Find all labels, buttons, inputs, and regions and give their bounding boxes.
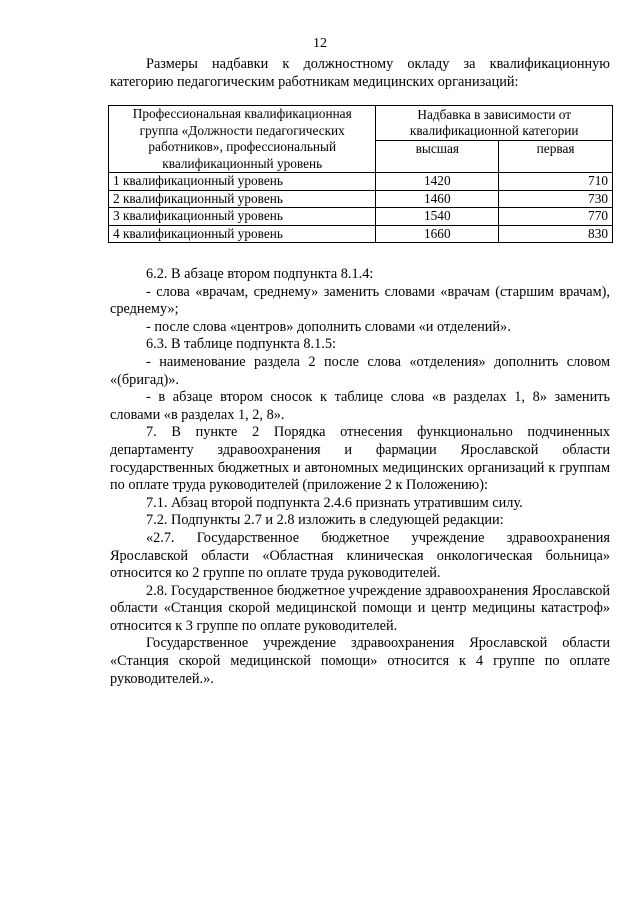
paragraph: 6.3. В таблице подпункта 8.1.5: [146, 336, 336, 353]
paragraph: 7. В пункте 2 Порядка отнесения функционально подчиненных департаменту здравоохранения и фармации Ярославской области государственных бюджетных и автономных медицинских организаций к группам по оплате труда руководителей (приложение 2 к Положению): [110, 424, 610, 494]
row-level: 4 квалификационный уровень [109, 225, 376, 243]
row-highest-value: 1460 [376, 190, 499, 208]
row-highest-value: 1660 [376, 225, 499, 243]
row-first-value: 730 [499, 190, 613, 208]
row-highest-value: 1420 [376, 173, 499, 191]
paragraph: «2.7. Государственное бюджетное учреждение здравоохранения Ярославской области «Областная клиническая онкологическая больница» относится ко 2 группе по оплате труда руководителей. [110, 529, 610, 582]
row-first-value: 710 [499, 173, 613, 191]
row-highest-value: 1540 [376, 208, 499, 226]
row-level: 3 квалификационный уровень [109, 208, 376, 226]
header-highest-category: высшая [376, 141, 499, 173]
table-row [109, 225, 613, 243]
paragraph: 7.2. Подпункты 2.7 и 2.8 изложить в следующей редакции: [146, 512, 504, 529]
row-level: 1 квалификационный уровень [109, 173, 376, 191]
header-first-category: первая [499, 141, 613, 173]
paragraph: - слова «врачам, среднему» заменить словами «врачам (старшим врачам), среднему»; [110, 283, 610, 318]
intro-paragraph: Размеры надбавки к должностному окладу за квалификационную категорию педагогическим работникам медицинских организаций: [110, 56, 610, 90]
table-row [109, 208, 613, 226]
table-row [109, 173, 613, 191]
body-text [110, 266, 610, 688]
table-row [109, 190, 613, 208]
paragraph: - после слова «центров» дополнить словами «и отделений». [146, 318, 511, 335]
paragraph: 6.2. В абзаце втором подпункта 8.1.4: [146, 266, 374, 282]
header-qualification-group: Профессиональная квалификационная группа «Должности педагогических работников», профессиональный квалификационный уровень [109, 106, 376, 173]
row-first-value: 830 [499, 225, 613, 243]
paragraph: Государственное учреждение здравоохранения Ярославской области «Станция скорой медицинской помощи» относится к 4 группе по оплате руководителей.». [110, 635, 610, 687]
paragraph: - наименование раздела 2 после слова «отделения» дополнить словом «(бригад)». [110, 353, 610, 388]
paragraph: - в абзаце втором сносок к таблице слова «в разделах 1, 8» заменить словами «в разделах 1, 2, 8». [110, 389, 610, 423]
paragraph: 7.1. Абзац второй подпункта 2.4.6 признать утратившим силу. [146, 494, 523, 511]
allowance-table [108, 105, 613, 243]
paragraph: 2.8. Государственное бюджетное учреждение здравоохранения Ярославской области «Станция скорой медицинской помощи и центр медицины катастроф» относится к 3 группе по оплате руководителей. [110, 582, 610, 634]
header-allowance-group: Надбавка в зависимости от квалификационной категории [376, 106, 613, 141]
row-level: 2 квалификационный уровень [109, 190, 376, 208]
page-number: 12 [313, 36, 327, 51]
row-first-value: 770 [499, 208, 613, 226]
